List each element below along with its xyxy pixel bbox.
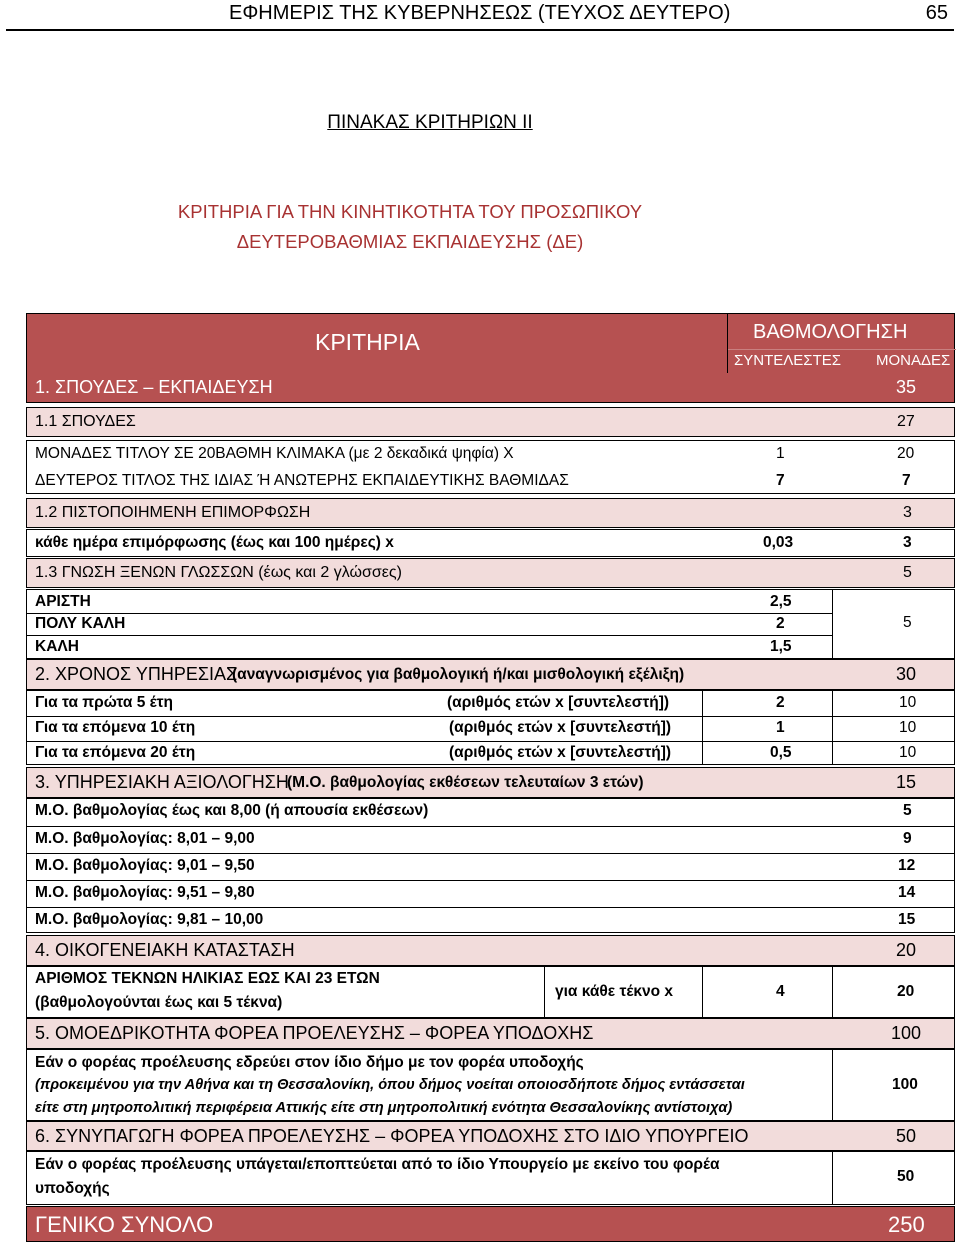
page-title: ΠΙΝΑΚΑΣ ΚΡΙΤΗΡΙΩΝ ΙΙ xyxy=(327,112,533,133)
coefficients-heading: ΣΥΝΤΕΛΕΣΤΕΣ xyxy=(734,352,842,369)
section-1-2-label: 1.2 ΠΙΣΤΟΠΟΙΗΜΕΝΗ ΕΠΙΜΟΡΦΩΣΗ xyxy=(35,504,311,521)
table-row xyxy=(27,468,954,495)
row-formula: (αριθμός ετών x [συντελεστή]) xyxy=(449,719,672,736)
row-units: 7 xyxy=(902,472,911,489)
row-units: 100 xyxy=(892,1076,918,1093)
gazette-title: ΕΦΗΜΕΡΙΣ ΤΗΣ ΚΥΒΕΡΝΗΣΕΩΣ (ΤΕΥΧΟΣ ΔΕΥΤΕΡΟ) xyxy=(229,2,731,24)
row-units: 50 xyxy=(897,1168,915,1185)
section-4-row xyxy=(26,935,955,966)
row-units: 10 xyxy=(899,719,917,736)
per-child-column-divider xyxy=(544,967,545,1017)
section-2-units: 30 xyxy=(896,664,917,684)
table-row xyxy=(27,826,954,854)
section-1-2-row xyxy=(26,498,955,528)
row-units: 20 xyxy=(897,445,915,462)
row-coefficient: 1,5 xyxy=(770,638,792,655)
row-coefficient: 4 xyxy=(776,983,785,1000)
table-row xyxy=(27,441,954,468)
section-1-2-units: 3 xyxy=(903,504,912,521)
coef-column-divider xyxy=(702,691,703,764)
same-ministry-line-1: Εάν ο φορέας προέλευσης υπάγεται/εποπτεύεται από το ίδιο Υπουργείο με εκείνο του φορέα xyxy=(35,1156,720,1173)
grand-total-row xyxy=(26,1206,955,1242)
row-divider xyxy=(27,635,832,636)
section-1-3-row xyxy=(26,558,955,588)
row-coefficient: 2 xyxy=(776,694,785,711)
same-municipality-line-1: Εάν ο φορέας προέλευσης εδρεύει στον ίδιο δήμο με τον φορέα υποδοχής xyxy=(35,1054,584,1071)
row-units: 3 xyxy=(903,534,912,551)
same-ministry-line-2: υποδοχής xyxy=(35,1180,110,1197)
subtitle-line-1: ΚΡΙΤΗΡΙΑ ΓΙΑ ΤΗΝ ΚΙΝΗΤΙΚΟΤΗΤΑ ΤΟΥ ΠΡΟΣΩΠΙΚΟΥ xyxy=(177,201,643,222)
section-1-3-label: 1.3 ΓΝΩΣΗ ΞΕΝΩΝ ΓΛΩΣΣΩΝ (έως και 2 γλώσσες) xyxy=(35,564,402,581)
units-heading: ΜΟΝΑΔΕΣ xyxy=(876,352,951,369)
units-column-divider xyxy=(832,1050,833,1120)
section-4-units: 20 xyxy=(896,940,917,960)
row-units: 15 xyxy=(898,911,916,928)
grading-divider xyxy=(728,349,956,350)
section-3-row xyxy=(26,767,955,798)
row-label: ΚΑΛΗ xyxy=(35,638,79,655)
section-1-3-units: 5 xyxy=(903,564,912,581)
gazette-header xyxy=(0,0,960,28)
units-column-divider xyxy=(832,691,833,764)
grand-total-units: 250 xyxy=(888,1212,925,1237)
section-4-table xyxy=(26,966,955,1018)
per-child-label: για κάθε τέκνο x xyxy=(555,983,674,1000)
row-coefficient: 7 xyxy=(776,472,785,489)
same-municipality-line-2: (προκειμένου για την Αθήνα και τη Θεσσαλονίκη, όπου δήμος νοείται οποιοσδήποτε δήμος εντάσσεται xyxy=(35,1077,745,1093)
row-label: Μ.Ο. βαθμολογίας έως και 8,00 (ή απουσία εκθέσεων) xyxy=(35,802,429,819)
units-column-divider xyxy=(832,967,833,1017)
children-label-line-1: ΑΡΙΘΜΟΣ ΤΕΚΝΩΝ ΗΛΙΚΙΑΣ ΕΩΣ ΚΑΙ 23 ΕΤΩΝ xyxy=(35,970,380,987)
row-coefficient: 2,5 xyxy=(770,593,792,610)
section-1-label: 1. ΣΠΟΥΔΕΣ – ΕΚΠΑΙΔΕΥΣΗ xyxy=(35,377,273,397)
section-2-row xyxy=(26,659,955,690)
row-label: ΠΟΛΥ ΚΑΛΗ xyxy=(35,615,126,632)
section-5-row xyxy=(26,1018,955,1049)
row-divider xyxy=(27,613,832,614)
grading-header-cell xyxy=(727,314,956,373)
row-units: 9 xyxy=(903,830,912,847)
row-label: ΔΕΥΤΕΡΟΣ ΤΙΤΛΟΣ ΤΗΣ ΙΔΙΑΣ Ή ΑΝΩΤΕΡΗΣ ΕΚΠΑΙΔΕΥΤΙΚΗΣ ΒΑΘΜΙΔΑΣ xyxy=(35,472,569,489)
section-6-row xyxy=(26,1121,955,1151)
table-row xyxy=(27,880,954,908)
section-1-2-table xyxy=(26,529,955,557)
section-5-table xyxy=(26,1049,955,1121)
section-1-row xyxy=(26,373,955,403)
row-label: Για τα επόμενα 10 έτη xyxy=(35,719,196,736)
row-coefficient: 0,5 xyxy=(770,744,792,761)
section-3-table xyxy=(26,798,955,933)
row-units: 5 xyxy=(903,802,912,819)
row-units: 20 xyxy=(897,983,915,1000)
header-divider xyxy=(6,29,954,31)
section-2-note: (αναγνωρισμένος για βαθμολογική ή/και μισθολογική εξέλιξη) xyxy=(232,666,685,683)
section-4-label: 4. ΟΙΚΟΓΕΝΕΙΑΚΗ ΚΑΤΑΣΤΑΣΗ xyxy=(35,940,295,960)
table-row xyxy=(27,853,954,881)
same-municipality-line-3: είτε στη μητροπολιτική περιφέρεια Αττικής είτε στη μητροπολιτική ενότητα Θεσσαλονίκης αντίστοιχα) xyxy=(35,1100,733,1116)
row-label: Μ.Ο. βαθμολογίας: 9,01 – 9,50 xyxy=(35,857,255,874)
row-label: ΜΟΝΑΔΕΣ ΤΙΤΛΟΥ ΣΕ 20ΒΑΘΜΗ ΚΛΙΜΑΚΑ (με 2 δεκαδικά ψηφία) Χ xyxy=(35,445,514,462)
row-formula: (αριθμός ετών x [συντελεστή]) xyxy=(447,694,670,711)
section-2-prefix: 2. ΧΡΟΝΟΣ ΥΠΗΡΕΣΙΑΣ xyxy=(35,664,238,684)
row-units: 14 xyxy=(898,884,916,901)
criteria-heading: ΚΡΙΤΗΡΙΑ xyxy=(315,329,420,355)
section-3-units: 15 xyxy=(896,772,917,792)
table-header xyxy=(26,313,955,373)
page-number: 65 xyxy=(925,2,948,24)
row-coefficient: 2 xyxy=(776,615,785,632)
section-5-units: 100 xyxy=(891,1023,922,1043)
section-6-units: 50 xyxy=(896,1126,917,1146)
section-5-label: 5. ΟΜΟΕΔΡΙΚΟΤΗΤΑ ΦΟΡΕΑ ΠΡΟΕΛΕΥΣΗΣ – ΦΟΡΕΑ ΥΠΟΔΟΧΗΣ xyxy=(35,1023,594,1043)
row-formula: (αριθμός ετών x [συντελεστή]) xyxy=(449,744,672,761)
table-row xyxy=(27,691,954,716)
subtitle-line-2: ΔΕΥΤΕΡΟΒΑΘΜΙΑΣ ΕΚΠΑΙΔΕΥΣΗΣ (ΔΕ) xyxy=(236,231,584,252)
units-column-divider xyxy=(832,1152,833,1204)
section-2-table xyxy=(26,690,955,765)
table-row xyxy=(27,716,954,742)
section-1-1-label: 1.1 ΣΠΟΥΔΕΣ xyxy=(35,413,136,430)
section-1-units: 35 xyxy=(896,377,917,397)
row-label: Για τα επόμενα 20 έτη xyxy=(35,744,196,761)
row-coefficient: 1 xyxy=(776,719,785,736)
row-label: Μ.Ο. βαθμολογίας: 9,51 – 9,80 xyxy=(35,884,255,901)
row-label: ΑΡΙΣΤΗ xyxy=(35,593,91,610)
children-label-line-2: (βαθμολογούνται έως και 5 τέκνα) xyxy=(35,994,283,1011)
row-label: κάθε ημέρα επιμόρφωσης (έως και 100 ημέρες) x xyxy=(35,534,394,551)
table-row xyxy=(27,741,954,767)
table-row xyxy=(27,907,954,935)
row-label: Μ.Ο. βαθμολογίας: 9,81 – 10,00 xyxy=(35,911,264,928)
section-6-table xyxy=(26,1151,955,1205)
section-3-prefix: 3. ΥΠΗΡΕΣΙΑΚΗ ΑΞΙΟΛΟΓΗΣΗ xyxy=(35,772,289,792)
section-3-note: (Μ.Ο. βαθμολογίας εκθέσεων τελευταίων 3 ετών) xyxy=(287,774,644,791)
section-1-3-table xyxy=(26,589,955,659)
section-1-1-row xyxy=(26,407,955,437)
section-1-1-table xyxy=(26,440,955,494)
section-6-label: 6. ΣΥΝΥΠΑΓΩΓΗ ΦΟΡΕΑ ΠΡΟΕΛΕΥΣΗΣ – ΦΟΡΕΑ ΥΠΟΔΟΧΗΣ ΣΤΟ ΙΔΙΟ ΥΠΟΥΡΓΕΙΟ xyxy=(35,1126,749,1146)
row-units: 5 xyxy=(903,614,912,631)
row-label: Για τα πρώτα 5 έτη xyxy=(35,694,174,711)
row-label: Μ.Ο. βαθμολογίας: 8,01 – 9,00 xyxy=(35,830,255,847)
row-units: 10 xyxy=(899,694,917,711)
row-coefficient: 0,03 xyxy=(763,534,794,551)
table-row xyxy=(27,799,954,826)
section-1-1-units: 27 xyxy=(897,413,915,430)
row-coefficient: 1 xyxy=(776,445,785,462)
row-units: 10 xyxy=(899,744,917,761)
grand-total-label: ΓΕΝΙΚΟ ΣΥΝΟΛΟ xyxy=(35,1212,214,1237)
units-column-divider xyxy=(832,590,833,658)
coef-column-divider xyxy=(702,967,703,1017)
row-units: 12 xyxy=(898,857,916,874)
grading-heading: ΒΑΘΜΟΛΟΓΗΣΗ xyxy=(753,321,908,343)
